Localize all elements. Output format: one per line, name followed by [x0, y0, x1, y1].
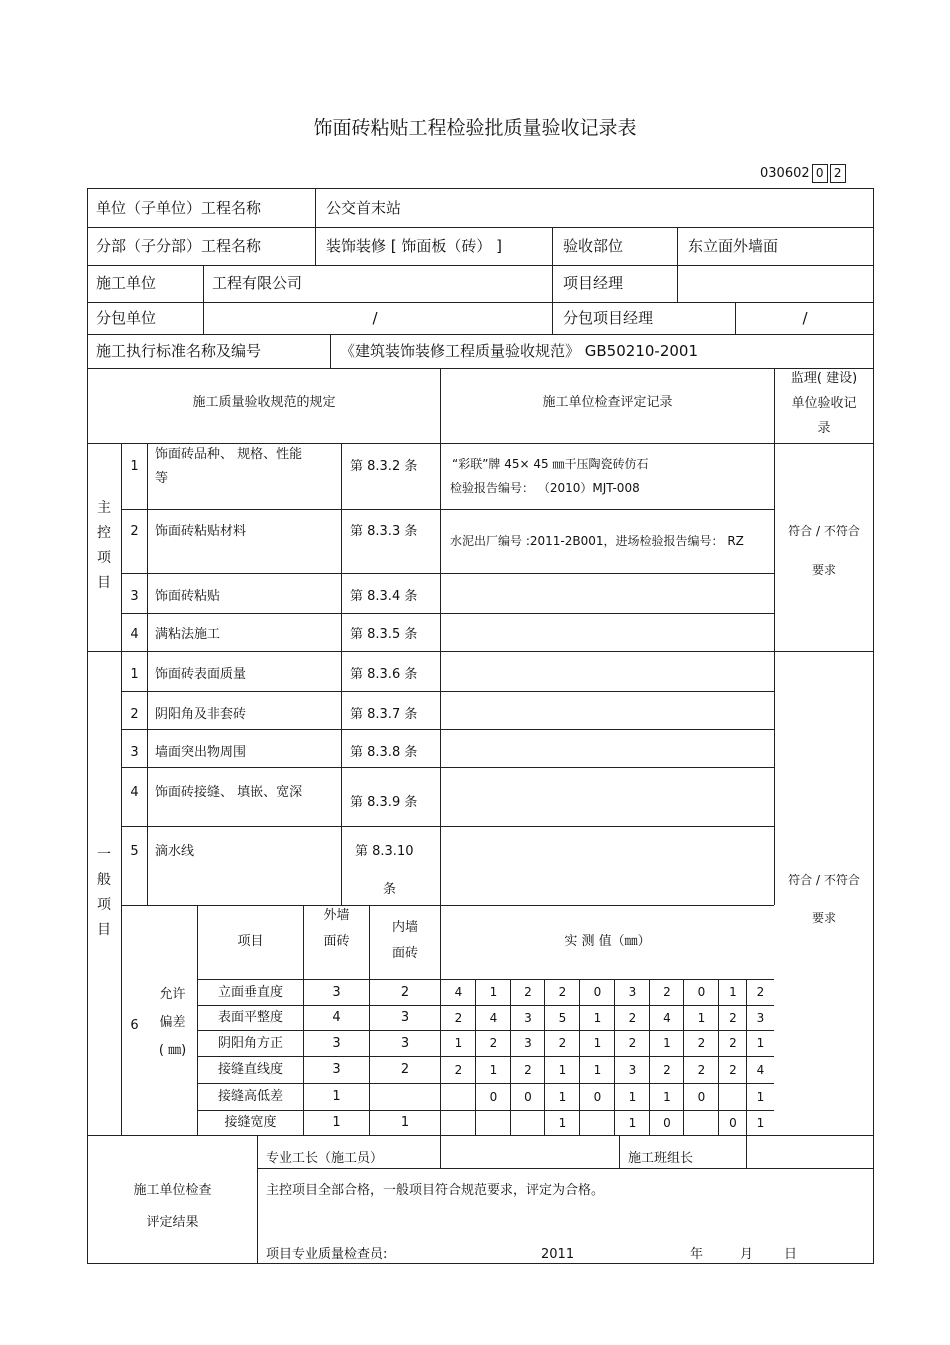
- measured-value: 0: [593, 985, 602, 999]
- measured-value: 1: [558, 1063, 567, 1077]
- supervisor-header-1: 监理( 建设): [790, 371, 858, 386]
- division-name-value: 装饰装修 [ 饰面板（砖） ]: [326, 237, 503, 255]
- main-item-no: 4: [130, 627, 139, 642]
- main-control-label-2: 控: [97, 525, 111, 541]
- main-item-name: 饰面砖粘贴材料: [155, 524, 247, 539]
- measured-value: 0: [697, 1090, 706, 1104]
- general-item-name: 阴阳角及非套砖: [155, 707, 247, 722]
- measured-value: 2: [756, 985, 765, 999]
- general-item-no: 5: [130, 844, 139, 859]
- main-control-label-1: 主: [97, 500, 111, 516]
- main-item-no: 1: [130, 459, 139, 474]
- measured-value: 2: [628, 1036, 637, 1050]
- measured-value: 1: [697, 1011, 706, 1025]
- measured-value: 1: [628, 1116, 637, 1130]
- main-item-clause: 第 8.3.2 条: [350, 459, 418, 474]
- general-label-2: 般: [97, 872, 111, 888]
- measured-value: 3: [524, 1011, 532, 1025]
- contractor-value: 工程有限公司: [212, 274, 303, 292]
- measured-value: 2: [697, 1063, 706, 1077]
- measured-value: 1: [489, 1063, 498, 1077]
- interior-allowance: 3: [400, 1036, 410, 1051]
- measured-value: 1: [454, 1036, 463, 1050]
- division-name-label: 分部（子分部）工程名称: [96, 237, 262, 255]
- general-item-name: 墙面突出物周围: [155, 745, 247, 760]
- measured-value: 2: [524, 985, 532, 999]
- measured-value: 2: [524, 1063, 532, 1077]
- general-result-cont: 要求: [811, 911, 836, 925]
- measured-value: 0: [697, 985, 706, 999]
- measured-value: 0: [524, 1090, 532, 1104]
- main-result: 符合 / 不符合: [788, 524, 860, 538]
- measured-value: 2: [729, 1036, 737, 1050]
- exterior-allowance: 1: [332, 1089, 341, 1104]
- tolerance-label-2: 偏差: [159, 1015, 186, 1030]
- general-item-clause: 第 8.3.9 条: [350, 795, 418, 810]
- year-value: 2011: [541, 1247, 575, 1262]
- general-item-clause-cont: 条: [383, 882, 397, 897]
- project-manager-label: 项目经理: [563, 274, 624, 292]
- measured-value: 4: [756, 1063, 765, 1077]
- interior-tile-header: 内墙: [391, 920, 418, 935]
- year-label: 年: [690, 1247, 704, 1262]
- page-title: 饰面砖粘贴工程检验批质量验收记录表: [313, 117, 637, 139]
- general-item-name: 饰面砖接缝、 填嵌、宽深: [155, 785, 303, 800]
- interior-allowance: 3: [400, 1010, 410, 1025]
- measured-value: 1: [593, 1036, 602, 1050]
- exterior-allowance: 3: [332, 985, 341, 1000]
- general-item-no: 3: [130, 745, 139, 760]
- standard-value: 《建筑装饰装修工程质量验收规范》 GB50210-2001: [340, 342, 698, 360]
- exterior-allowance: 3: [332, 1062, 341, 1077]
- main-item-name: 饰面砖品种、 规格、性能: [155, 447, 303, 462]
- general-label-4: 目: [97, 922, 111, 938]
- day-label: 日: [784, 1247, 798, 1262]
- measured-value: 1: [663, 1090, 671, 1104]
- contractor-label: 施工单位: [96, 274, 157, 292]
- main-item-clause: 第 8.3.5 条: [350, 627, 418, 642]
- measured-value: 3: [628, 985, 637, 999]
- measured-value: 3: [524, 1036, 532, 1050]
- tolerance-item: 接缝高低差: [217, 1089, 283, 1104]
- measured-value: 2: [489, 1036, 498, 1050]
- measured-value: 2: [454, 1011, 463, 1025]
- measured-value: 3: [628, 1063, 637, 1077]
- measured-value: 2: [663, 1063, 671, 1077]
- measured-value: 0: [593, 1090, 602, 1104]
- interior-allowance: 2: [400, 985, 410, 1000]
- measured-values-header: 实 测 值（㎜）: [564, 934, 651, 949]
- measured-value: 4: [489, 1011, 498, 1025]
- measured-value: 5: [558, 1011, 567, 1025]
- form-code-prefix: 030602: [760, 166, 810, 181]
- main-item-record-cont: 检验报告编号： （2010）MJT-008: [450, 481, 640, 495]
- general-item-name: 滴水线: [155, 844, 195, 859]
- evaluation-label: 施工单位检查: [133, 1183, 212, 1198]
- evaluation-label-cont: 评定结果: [146, 1215, 199, 1230]
- main-control-label-3: 项: [97, 550, 111, 566]
- main-item-clause: 第 8.3.4 条: [350, 589, 418, 604]
- measured-value: 0: [489, 1090, 498, 1104]
- main-item-no: 2: [130, 524, 139, 539]
- interior-tile-header-cont: 面砖: [391, 946, 418, 961]
- tolerance-item: 阴阳角方正: [217, 1036, 283, 1051]
- tolerance-item: 接缝宽度: [224, 1115, 277, 1130]
- exterior-allowance: 3: [332, 1036, 341, 1051]
- tolerance-label-3: ( ㎜): [158, 1043, 187, 1058]
- sub-pm-value: /: [802, 309, 808, 327]
- measured-value: 1: [489, 985, 498, 999]
- general-item-no: 1: [130, 667, 139, 682]
- subcontractor-label: 分包单位: [96, 309, 157, 327]
- form-code-box-2: 2: [830, 164, 846, 183]
- measured-value: 4: [454, 985, 463, 999]
- general-item-clause: 第 8.3.10: [355, 844, 414, 859]
- exterior-allowance: 4: [332, 1010, 341, 1025]
- exterior-tile-header: 外墙: [323, 908, 350, 923]
- main-item-name-cont: 等: [155, 471, 169, 486]
- general-item-clause: 第 8.3.6 条: [350, 667, 418, 682]
- measured-value: 1: [628, 1090, 637, 1104]
- unit-name-label: 单位（子单位）工程名称: [96, 199, 262, 217]
- interior-allowance: 1: [400, 1115, 410, 1130]
- measured-value: 4: [663, 1011, 671, 1025]
- accept-part-value: 东立面外墙面: [688, 237, 779, 255]
- tolerance-item: 立面垂直度: [217, 985, 283, 1000]
- main-item-no: 3: [130, 589, 139, 604]
- measured-value: 1: [756, 1036, 765, 1050]
- measured-value: 1: [593, 1063, 602, 1077]
- measured-value: 1: [756, 1116, 765, 1130]
- measured-value: 2: [729, 1063, 737, 1077]
- main-result-cont: 要求: [811, 563, 836, 577]
- tolerance-item: 接缝直线度: [217, 1062, 283, 1077]
- month-label: 月: [740, 1247, 754, 1262]
- measured-value: 2: [663, 985, 671, 999]
- general-item-clause: 第 8.3.8 条: [350, 745, 418, 760]
- tolerance-item: 表面平整度: [217, 1010, 283, 1025]
- tolerance-no: 6: [130, 1018, 139, 1033]
- subcontractor-value: /: [372, 309, 378, 327]
- unit-name-value: 公交首末站: [326, 199, 402, 217]
- main-item-record: 水泥出厂编号 :2011-2B001，进场检验报告编号： RZ: [450, 534, 744, 548]
- general-item-no: 2: [130, 707, 139, 722]
- measured-value: 0: [729, 1116, 737, 1130]
- tolerance-item-header: 项目: [237, 934, 264, 949]
- main-item-record: “彩联”牌 45× 45 ㎜干压陶瓷砖仿石: [452, 457, 649, 471]
- measured-value: 2: [628, 1011, 637, 1025]
- measured-value: 1: [663, 1036, 671, 1050]
- inspector-label: 项目专业质量检查员:: [266, 1247, 388, 1262]
- measured-value: 2: [558, 985, 567, 999]
- sub-pm-label: 分包项目经理: [563, 309, 654, 327]
- measured-value: 0: [663, 1116, 671, 1130]
- general-result: 符合 / 不符合: [788, 873, 860, 887]
- measured-value: 2: [697, 1036, 706, 1050]
- general-item-no: 4: [130, 785, 139, 800]
- standard-label: 施工执行标准名称及编号: [96, 342, 262, 360]
- record-column-header: 施工单位检查评定记录: [542, 395, 673, 410]
- exterior-allowance: 1: [332, 1115, 341, 1130]
- measured-value: 3: [756, 1011, 765, 1025]
- general-label-3: 项: [97, 897, 111, 913]
- main-item-name: 饰面砖粘贴: [155, 589, 221, 604]
- evaluation-conclusion: 主控项目全部合格，一般项目符合规范要求，评定为合格。: [266, 1183, 605, 1198]
- general-item-name: 饰面砖表面质量: [155, 667, 247, 682]
- supervisor-header-2: 单位验收记: [791, 396, 857, 411]
- tolerance-label-1: 允许: [159, 987, 186, 1002]
- measured-value: 1: [558, 1090, 567, 1104]
- measured-value: 2: [454, 1063, 463, 1077]
- accept-part-label: 验收部位: [563, 237, 624, 255]
- measured-value: 2: [729, 1011, 737, 1025]
- main-control-label-4: 目: [97, 575, 111, 591]
- spec-column-header: 施工质量验收规范的规定: [192, 395, 336, 410]
- measured-value: 1: [756, 1090, 765, 1104]
- measured-value: 2: [558, 1036, 567, 1050]
- supervisor-header-3: 录: [817, 421, 831, 436]
- interior-allowance: 2: [400, 1062, 410, 1077]
- general-label-1: 一: [97, 847, 111, 863]
- team-leader-label: 施工班组长: [628, 1151, 694, 1166]
- general-item-clause: 第 8.3.7 条: [350, 707, 418, 722]
- measured-value: 1: [558, 1116, 567, 1130]
- foreman-label: 专业工长（施工员）: [266, 1151, 384, 1166]
- measured-value: 1: [593, 1011, 602, 1025]
- measured-value: 1: [729, 985, 737, 999]
- main-item-clause: 第 8.3.3 条: [350, 524, 418, 539]
- exterior-tile-header-cont: 面砖: [323, 934, 350, 949]
- form-code-box-1: 0: [812, 164, 828, 183]
- main-item-name: 满粘法施工: [155, 627, 221, 642]
